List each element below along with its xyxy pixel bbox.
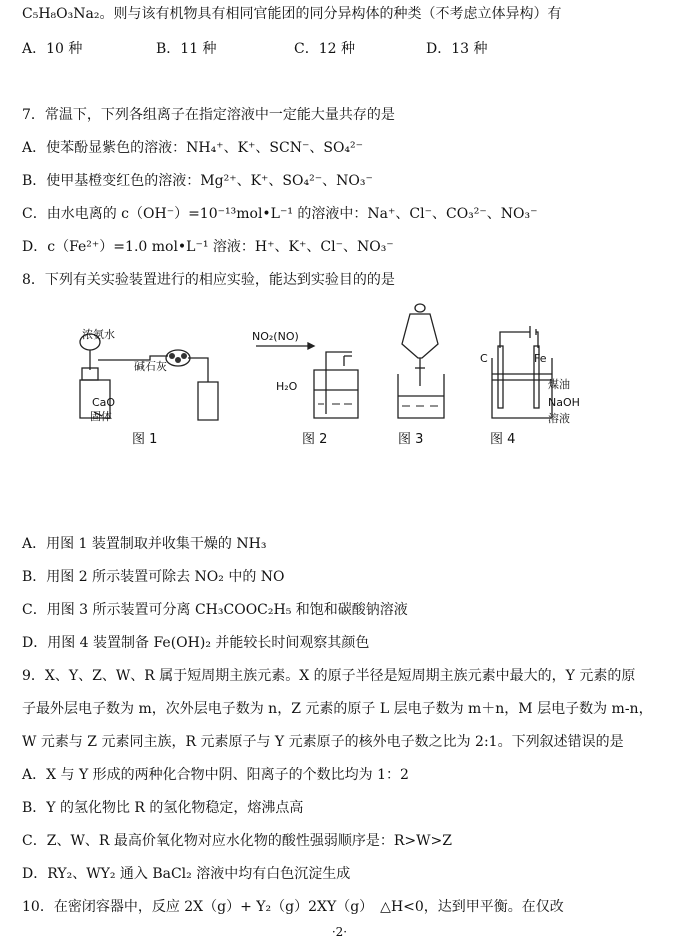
q10-stem-line-1: 10．在密闭容器中，反应 2X（g）+ Y₂（g）2XY（g） △H<0，达到甲平衡。在仅改 bbox=[22, 899, 564, 915]
q7-option-b: B．使甲基橙变红色的溶液：Mg²⁺、K⁺、SO₄²⁻、NO₃⁻ bbox=[22, 173, 373, 189]
fig4-caption: 图 4 bbox=[490, 432, 516, 447]
q8-option-c: C．用图 3 所示装置可分离 CH₃COOC₂H₅ 和饱和碳酸钠溶液 bbox=[22, 602, 408, 618]
fig4-label-carbon: C bbox=[480, 352, 488, 365]
q9-option-c: C．Z、W、R 最高价氧化物对应水化物的酸性强弱顺序是：R>W>Z bbox=[22, 833, 452, 849]
q6-option-b: B．11 种 bbox=[156, 41, 217, 57]
q7-option-a: A．使苯酚显紫色的溶液：NH₄⁺、K⁺、SCN⁻、SO₄²⁻ bbox=[22, 140, 364, 156]
q7-option-c: C．由水电离的 c（OH⁻）=10⁻¹³mol•L⁻¹ 的溶液中：Na⁺、Cl⁻、CO₃²⁻、NO₃⁻ bbox=[22, 206, 538, 222]
q6-option-a: A．10 种 bbox=[22, 41, 83, 57]
figure-2-gas-washing-bottle bbox=[248, 330, 368, 425]
q8-option-b: B．用图 2 所示装置可除去 NO₂ 中的 NO bbox=[22, 569, 285, 585]
fig4-label-iron: Fe bbox=[534, 352, 547, 365]
fig3-caption: 图 3 bbox=[398, 432, 424, 447]
fig4-label-naoh: NaOH bbox=[548, 396, 580, 409]
fig1-label-soda-lime: 碱石灰 bbox=[134, 360, 167, 373]
fig1-label-solid: 固体 bbox=[90, 410, 112, 423]
fig2-caption: 图 2 bbox=[302, 432, 328, 447]
q9-option-a: A．X 与 Y 形成的两种化合物中阴、阳离子的个数比均为 1：2 bbox=[22, 767, 409, 783]
fig4-label-solution: 溶液 bbox=[548, 412, 570, 425]
q6-option-c: C．12 种 bbox=[294, 41, 355, 57]
q9-stem-line-1: 9．X、Y、Z、W、R 属于短周期主族元素。X 的原子半径是短周期主族元素中最大的，Y 元素的原 bbox=[22, 668, 636, 684]
q7-option-d: D．c（Fe²⁺）=1.0 mol•L⁻¹ 溶液：H⁺、K⁺、Cl⁻、NO₃⁻ bbox=[22, 239, 394, 255]
page-number: ·2· bbox=[331, 925, 348, 939]
q9-stem-line-2: 子最外层电子数为 m，次外层电子数为 n，Z 元素的原子 L 层电子数为 m＋n，M 层电子数为 m-n， bbox=[22, 701, 653, 717]
fig1-label-conc-ammonia: 浓氨水 bbox=[82, 328, 115, 341]
q9-option-d: D．RY₂、WY₂ 通入 BaCl₂ 溶液中均有白色沉淀生成 bbox=[22, 866, 351, 882]
q7-stem: 7．常温下，下列各组离子在指定溶液中一定能大量共存的是 bbox=[22, 107, 395, 123]
q8-option-d: D．用图 4 装置制备 Fe(OH)₂ 并能较长时间观察其颜色 bbox=[22, 635, 370, 651]
fig2-label-water: H₂O bbox=[276, 380, 298, 393]
fig2-label-gas: NO₂(NO) bbox=[252, 330, 299, 343]
fig4-label-kerosene: 煤油 bbox=[548, 378, 570, 391]
q6-option-d: D．13 种 bbox=[426, 41, 488, 57]
q8-stem: 8．下列有关实验装置进行的相应实验，能达到实验目的的是 bbox=[22, 272, 395, 288]
q6-stem-tail: C₅H₈O₃Na₂。则与该有机物具有相同官能团的同分异构体的种类（不考虑立体异构）有 bbox=[22, 6, 562, 22]
q9-option-b: B．Y 的氢化物比 R 的氢化物稳定，熔沸点高 bbox=[22, 800, 304, 816]
fig1-label-cao: CaO bbox=[92, 396, 116, 409]
figure-3-separatory-funnel bbox=[388, 300, 458, 425]
q8-option-a: A．用图 1 装置制取并收集干燥的 NH₃ bbox=[22, 536, 267, 552]
q9-stem-line-3: W 元素与 Z 元素同主族，R 元素原子与 Y 元素原子的核外电子数之比为 2:1。下列叙述错误的是 bbox=[22, 734, 624, 750]
figure-4-electrolysis-cell bbox=[478, 318, 588, 426]
fig1-caption: 图 1 bbox=[132, 432, 158, 447]
